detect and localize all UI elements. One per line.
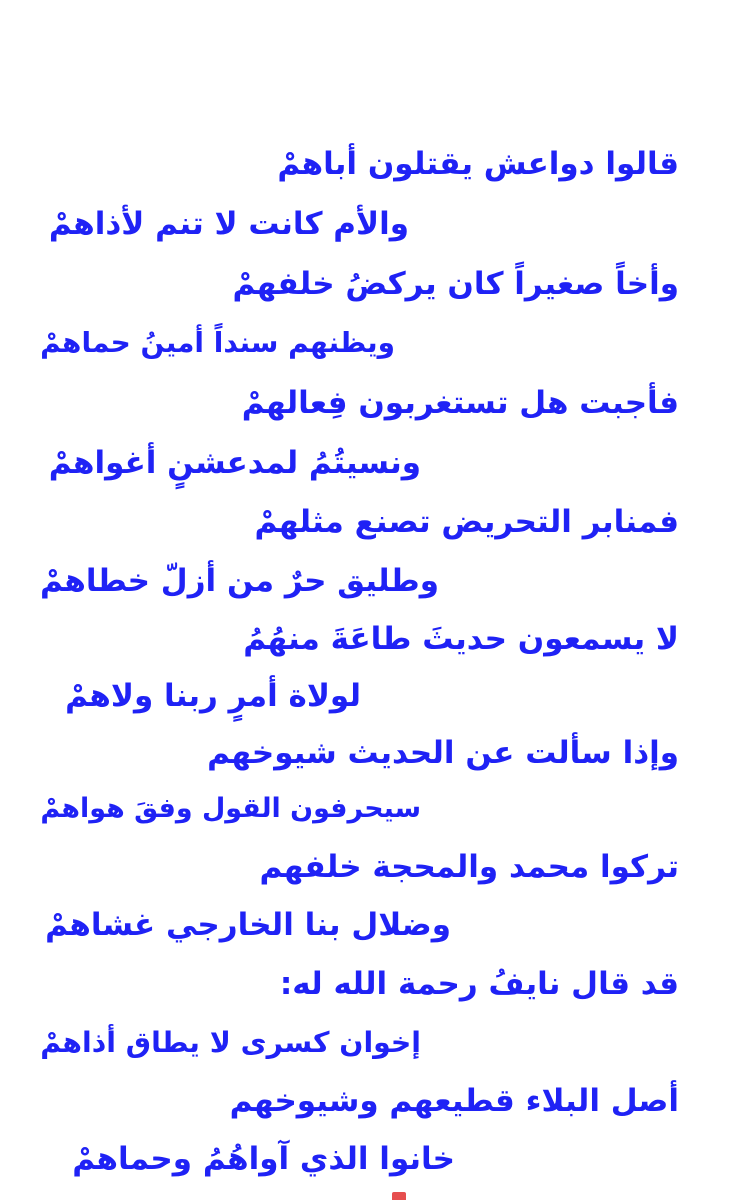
poem-line-1: قالوا دواعش يقتلون أباهمْ (277, 146, 679, 182)
poem-line-13: تركوا محمد والمحجة خلفهم (259, 849, 679, 885)
cropped-red-mark (392, 1192, 406, 1200)
poem-line-15: قد قال نايفُ رحمة الله له: (279, 966, 679, 1002)
poem-line-9: لا يسمعون حديثَ طاعَةَ منهُمُ (243, 621, 679, 657)
poem-line-4: ويظنهم سنداً أمينُ حماهمْ (40, 326, 395, 359)
poem-line-8: وطليق حرٌ من أزلّ خطاهمْ (40, 563, 439, 599)
poem-line-7: فمنابر التحريض تصنع مثلهمْ (254, 504, 679, 540)
poem-line-18: خانوا الذي آواهُمُ وحماهمْ (72, 1141, 455, 1177)
poem-line-5: فأجبت هل تستغربون فِعالهمْ (241, 385, 679, 421)
poem-line-14: وضلال بنا الخارجي غشاهمْ (45, 907, 451, 943)
poem-line-6: ونسيتُمُ لمدعشنٍ أغواهمْ (48, 445, 421, 481)
poem-line-10: لولاة أمرٍ ربنا ولاهمْ (65, 678, 361, 714)
poem-line-16: إخوان كسرى لا يطاق أذاهمْ (40, 1026, 421, 1059)
poem-line-2: والأم كانت لا تنم لأذاهمْ (48, 206, 409, 242)
poem-line-11: وإذا سألت عن الحديث شيوخهم (207, 735, 679, 771)
poem-line-12: سيحرفون القول وفقَ هواهمْ (40, 793, 421, 824)
poem-line-3: وأخاً صغيراً كان يركضُ خلفهمْ (232, 266, 679, 302)
poem-line-17: أصل البلاء قطيعهم وشيوخهم (229, 1083, 679, 1119)
